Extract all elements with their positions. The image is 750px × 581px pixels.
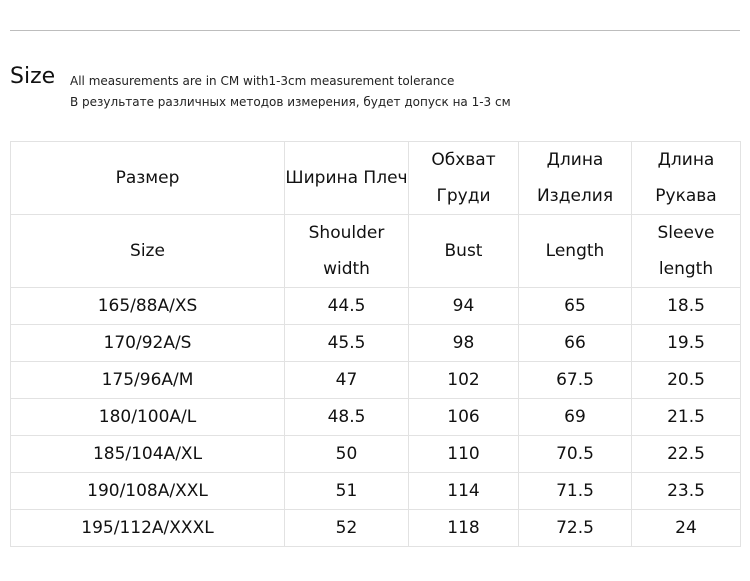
cell-sleeve: 20.5 [632,362,741,399]
table-row [11,436,741,473]
header-text: width [323,259,370,279]
cell-length: 72.5 [519,510,632,547]
top-divider [10,30,740,31]
header-row-ru [11,142,741,215]
cell-bust: 114 [409,473,519,510]
cell-bust: 98 [409,325,519,362]
header-text: Длина [546,150,604,170]
cell-bust: 118 [409,510,519,547]
table-row [11,473,741,510]
header-text: Груди [436,186,491,206]
tolerance-note-ru: В результате различных методов измерения, будет допуск на 1-3 см [70,95,511,109]
header-cell-sleeve-ru [632,142,741,215]
cell-length: 67.5 [519,362,632,399]
header-cell-length-ru [519,142,632,215]
header-text: Size [130,241,165,261]
cell-shoulder: 47 [285,362,409,399]
header-row-en [11,215,741,288]
header-cell-shoulder-en [285,215,409,288]
cell-sleeve: 22.5 [632,436,741,473]
cell-length: 71.5 [519,473,632,510]
cell-size: 180/100A/L [11,399,285,436]
cell-sleeve: 23.5 [632,473,741,510]
header-text: Размер [115,168,180,188]
header-text: Рукава [655,186,717,206]
header-text: Sleeve [657,223,715,243]
cell-size: 165/88A/XS [11,288,285,325]
cell-bust: 102 [409,362,519,399]
size-chart-table [10,141,741,547]
cell-shoulder: 51 [285,473,409,510]
header-text: Bust [444,241,483,261]
header-cell-size-ru [11,142,285,215]
cell-sleeve: 21.5 [632,399,741,436]
cell-length: 66 [519,325,632,362]
header-text: Обхват [431,150,496,170]
cell-shoulder: 52 [285,510,409,547]
cell-sleeve: 24 [632,510,741,547]
size-table-body [11,142,741,547]
header-cell-size-en [11,215,285,288]
header-cell-sleeve-en [632,215,741,288]
header-cell-bust-ru [409,142,519,215]
page-title: Size [10,64,56,89]
table-row [11,399,741,436]
table-row [11,362,741,399]
table-row [11,325,741,362]
header-text: Длина [657,150,715,170]
cell-sleeve: 19.5 [632,325,741,362]
table-row [11,510,741,547]
cell-shoulder: 48.5 [285,399,409,436]
cell-size: 195/112A/XXXL [11,510,285,547]
cell-shoulder: 45.5 [285,325,409,362]
header-cell-bust-en [409,215,519,288]
cell-bust: 94 [409,288,519,325]
cell-sleeve: 18.5 [632,288,741,325]
header-cell-length-en [519,215,632,288]
header-text: Ширина Плеч [285,168,408,188]
cell-bust: 110 [409,436,519,473]
header-text: length [658,259,714,279]
table-row [11,288,741,325]
cell-size: 190/108A/XXL [11,473,285,510]
header-cell-shoulder-ru [285,142,409,215]
cell-bust: 106 [409,399,519,436]
header-text: Shoulder [308,223,385,243]
header-text: Length [545,241,605,261]
cell-length: 70.5 [519,436,632,473]
cell-length: 69 [519,399,632,436]
cell-size: 175/96A/M [11,362,285,399]
cell-size: 185/104A/XL [11,436,285,473]
cell-shoulder: 50 [285,436,409,473]
cell-length: 65 [519,288,632,325]
cell-shoulder: 44.5 [285,288,409,325]
tolerance-note-en: All measurements are in CM with1-3cm measurement tolerance [70,74,455,88]
header-text: Изделия [536,186,614,206]
cell-size: 170/92A/S [11,325,285,362]
